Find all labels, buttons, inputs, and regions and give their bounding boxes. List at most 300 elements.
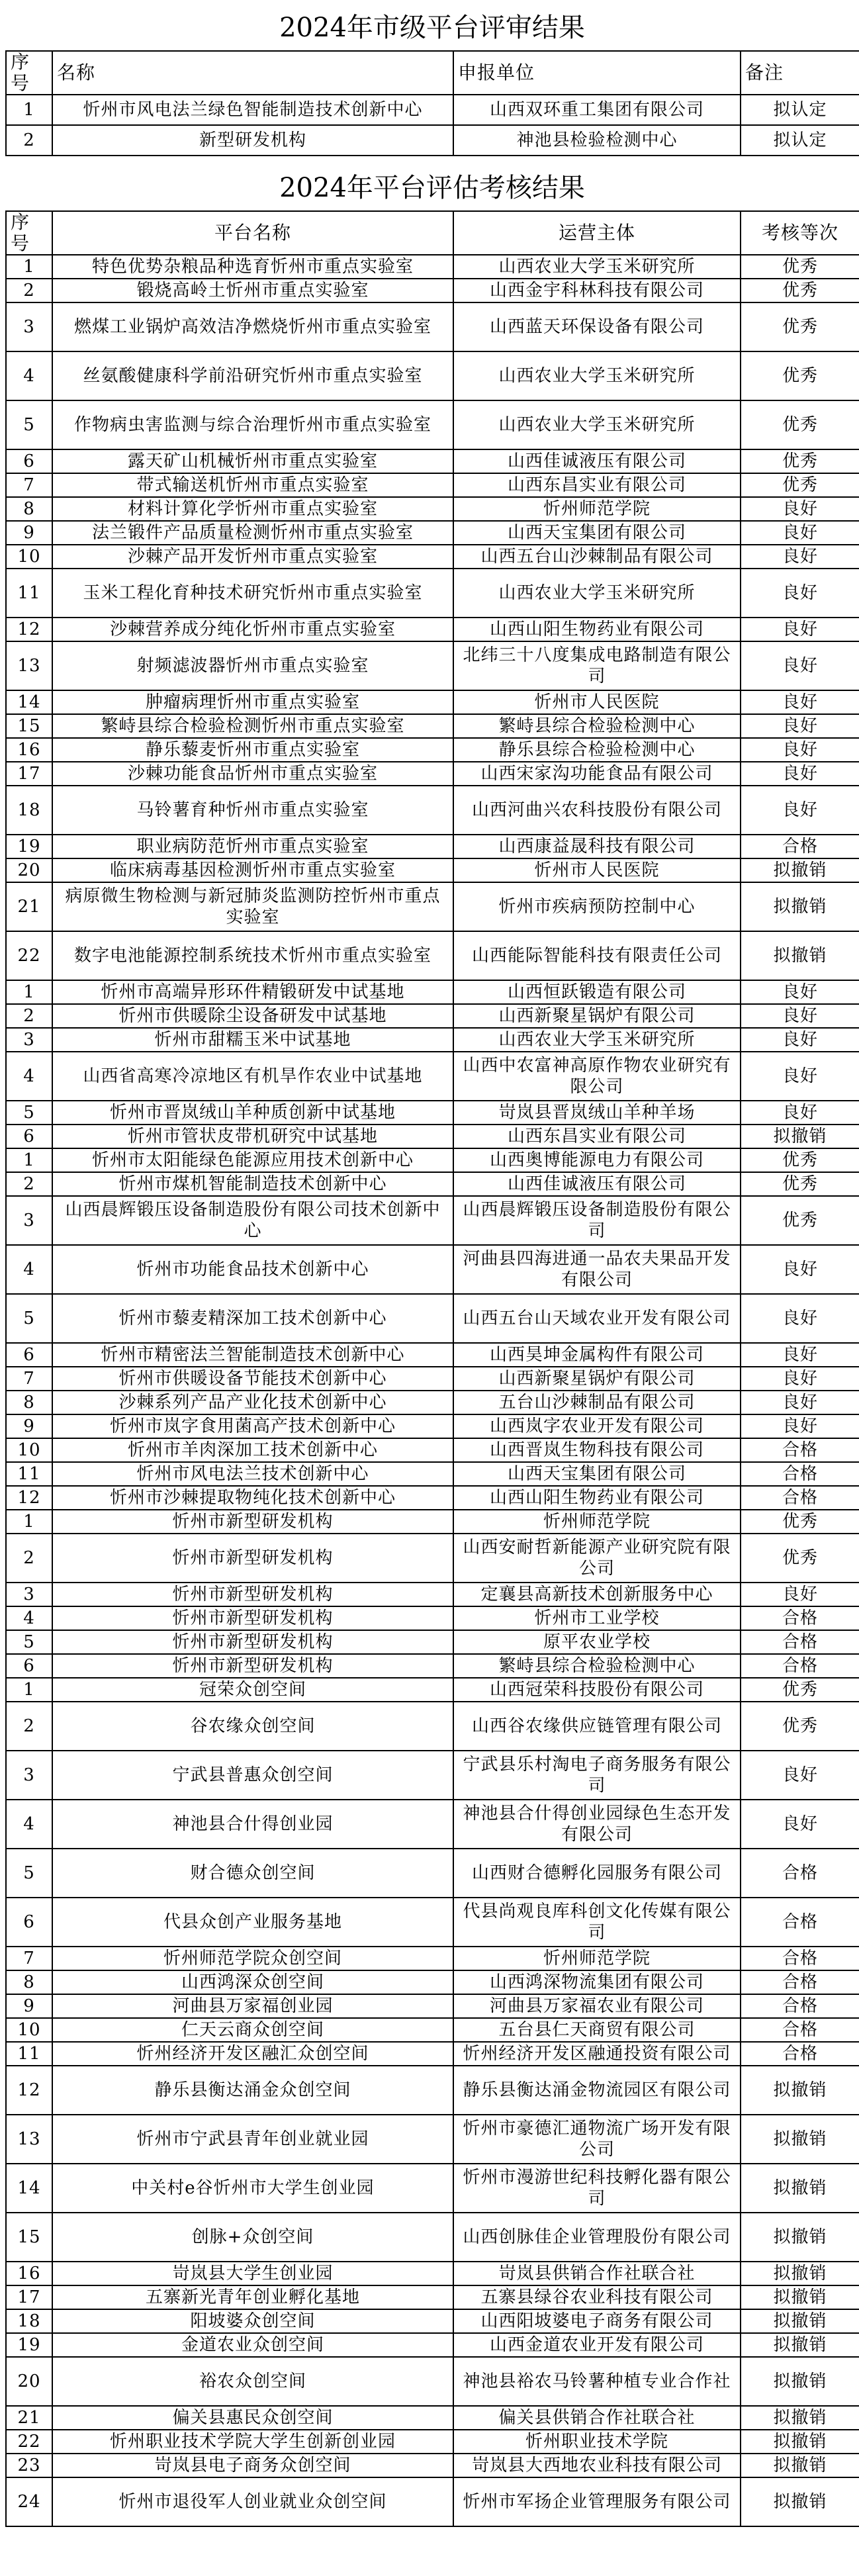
cell-no: 4 [6, 1245, 52, 1294]
cell-name: 新型研发机构 [52, 125, 453, 156]
cell-platform-name: 五寨新光青年创业孵化基地 [52, 2285, 453, 2309]
cell-operator: 繁峙县综合检验检测中心 [453, 714, 741, 738]
table-row [6, 545, 859, 569]
cell-operator: 山西安耐哲新能源产业研究院有限公司 [453, 1534, 741, 1583]
cell-no: 10 [6, 545, 52, 569]
cell-operator: 山西金道农业开发有限公司 [453, 2333, 741, 2357]
cell-grade: 优秀 [741, 1172, 859, 1196]
cell-grade: 拟撤销 [741, 2115, 859, 2164]
cell-platform-name: 丝氨酸健康科学前沿研究忻州市重点实验室 [52, 351, 453, 400]
cell-platform-name: 静乐藜麦忻州市重点实验室 [52, 738, 453, 762]
table-row [6, 521, 859, 545]
cell-platform-name: 繁峙县综合检验检测忻州市重点实验室 [52, 714, 453, 738]
cell-grade: 拟撤销 [741, 2357, 859, 2406]
cell-platform-name: 忻州市新型研发机构 [52, 1534, 453, 1583]
cell-grade: 拟撤销 [741, 931, 859, 980]
cell-no: 5 [6, 400, 52, 449]
cell-grade: 优秀 [741, 1678, 859, 1702]
cell-grade: 良好 [741, 545, 859, 569]
cell-operator: 山西佳诚液压有限公司 [453, 449, 741, 473]
cell-grade: 优秀 [741, 302, 859, 351]
cell-no: 1 [6, 1148, 52, 1172]
cell-grade: 良好 [741, 1800, 859, 1849]
cell-operator: 五台山沙棘制品有限公司 [453, 1391, 741, 1414]
cell-grade: 良好 [741, 1367, 859, 1391]
cell-grade: 拟撤销 [741, 2066, 859, 2115]
header-no: 序号 [6, 51, 52, 95]
cell-grade: 良好 [741, 1343, 859, 1367]
cell-no: 9 [6, 1994, 52, 2018]
cell-platform-name: 忻州市管状皮带机研究中试基地 [52, 1125, 453, 1148]
table-row [6, 1462, 859, 1486]
cell-grade: 拟撤销 [741, 2213, 859, 2262]
cell-operator: 河曲县万家福农业有限公司 [453, 1994, 741, 2018]
table-row [6, 1028, 859, 1052]
cell-platform-name: 沙棘系列产品产业化技术创新中心 [52, 1391, 453, 1414]
cell-operator: 山西天宝集团有限公司 [453, 521, 741, 545]
table2-evaluation-results [5, 210, 859, 2527]
cell-platform-name: 代县众创产业服务基地 [52, 1898, 453, 1947]
table-row [6, 2066, 859, 2115]
cell-operator: 静乐县衡达涌金物流园区有限公司 [453, 2066, 741, 2115]
cell-grade: 拟撤销 [741, 2454, 859, 2477]
table-row [6, 882, 859, 931]
table-row [6, 1898, 859, 1947]
cell-no: 19 [6, 2333, 52, 2357]
cell-operator: 原平农业学校 [453, 1630, 741, 1654]
table-row [6, 1849, 859, 1898]
cell-grade: 合格 [741, 1486, 859, 1510]
cell-no: 2 [6, 125, 52, 156]
table-row [6, 1630, 859, 1654]
cell-platform-name: 中关村e谷忻州市大学生创业园 [52, 2164, 453, 2213]
table-row [6, 1414, 859, 1438]
cell-no: 2 [6, 1534, 52, 1583]
cell-platform-name: 忻州市供暖设备节能技术创新中心 [52, 1367, 453, 1391]
table-row [6, 1606, 859, 1630]
cell-operator: 忻州市人民医院 [453, 858, 741, 882]
table-row [6, 569, 859, 618]
cell-grade: 良好 [741, 521, 859, 545]
cell-no: 17 [6, 2285, 52, 2309]
cell-platform-name: 阳坡婆众创空间 [52, 2309, 453, 2333]
cell-no: 6 [6, 1898, 52, 1947]
table-row [6, 2164, 859, 2213]
table-row [6, 497, 859, 521]
cell-unit: 山西双环重工集团有限公司 [453, 95, 741, 125]
cell-no: 3 [6, 302, 52, 351]
cell-platform-name: 忻州师范学院众创空间 [52, 1947, 453, 1970]
cell-operator: 山西晨辉锻压设备制造股份有限公司 [453, 1196, 741, 1245]
cell-grade: 良好 [741, 714, 859, 738]
cell-no: 10 [6, 2018, 52, 2042]
cell-platform-name: 射频滤波器忻州市重点实验室 [52, 641, 453, 690]
table-row [6, 2454, 859, 2477]
cell-grade: 优秀 [741, 449, 859, 473]
cell-grade: 良好 [741, 1391, 859, 1414]
header-unit: 申报单位 [453, 51, 741, 95]
cell-grade: 拟撤销 [741, 1125, 859, 1148]
table-row [6, 125, 859, 156]
cell-platform-name: 静乐县衡达涌金众创空间 [52, 2066, 453, 2115]
table-row [6, 786, 859, 835]
table-row [6, 1125, 859, 1148]
cell-platform-name: 数字电池能源控制系统技术忻州市重点实验室 [52, 931, 453, 980]
table-row [6, 1367, 859, 1391]
cell-no: 4 [6, 1052, 52, 1101]
table-row [6, 2042, 859, 2066]
cell-operator: 山西宋家沟功能食品有限公司 [453, 762, 741, 786]
table-row [6, 2357, 859, 2406]
cell-grade: 合格 [741, 1654, 859, 1678]
cell-grade: 拟撤销 [741, 2164, 859, 2213]
table-row [6, 473, 859, 497]
cell-operator: 岢岚县供销合作社联合社 [453, 2262, 741, 2285]
cell-grade: 合格 [741, 1898, 859, 1947]
cell-platform-name: 偏关县惠民众创空间 [52, 2406, 453, 2430]
cell-no: 9 [6, 521, 52, 545]
cell-grade: 拟撤销 [741, 882, 859, 931]
cell-grade: 良好 [741, 497, 859, 521]
table-row [6, 690, 859, 714]
cell-platform-name: 忻州市新型研发机构 [52, 1606, 453, 1630]
cell-platform-name: 病原微生物检测与新冠肺炎监测防控忻州市重点实验室 [52, 882, 453, 931]
cell-platform-name: 宁武县普惠众创空间 [52, 1751, 453, 1800]
cell-platform-name: 忻州市甜糯玉米中试基地 [52, 1028, 453, 1052]
cell-grade: 拟撤销 [741, 2430, 859, 2454]
cell-platform-name: 神池县合什得创业园 [52, 1800, 453, 1849]
cell-no: 23 [6, 2454, 52, 2477]
cell-platform-name: 忻州市岚字食用菌高产技术创新中心 [52, 1414, 453, 1438]
cell-grade: 优秀 [741, 351, 859, 400]
cell-operator: 忻州市军扬企业管理服务有限公司 [453, 2477, 741, 2526]
table1-municipal-review [5, 50, 859, 156]
cell-operator: 山西农业大学玉米研究所 [453, 1028, 741, 1052]
cell-note: 拟认定 [741, 95, 859, 125]
table-row [6, 279, 859, 302]
table-row [6, 1148, 859, 1172]
cell-operator: 神池县裕农马铃薯种植专业合作社 [453, 2357, 741, 2406]
cell-unit: 神池县检验检测中心 [453, 125, 741, 156]
cell-platform-name: 忻州市太阳能绿色能源应用技术创新中心 [52, 1148, 453, 1172]
cell-operator: 山西山阳生物药业有限公司 [453, 1486, 741, 1510]
cell-no: 5 [6, 1849, 52, 1898]
cell-operator: 山西阳坡婆电子商务有限公司 [453, 2309, 741, 2333]
table-row [6, 2406, 859, 2430]
cell-platform-name: 露天矿山机械忻州市重点实验室 [52, 449, 453, 473]
cell-operator: 山西奥博能源电力有限公司 [453, 1148, 741, 1172]
cell-operator: 山西山阳生物药业有限公司 [453, 618, 741, 641]
cell-grade: 合格 [741, 2042, 859, 2066]
cell-operator: 忻州经济开发区融通投资有限公司 [453, 2042, 741, 2066]
cell-operator: 山西恒跃锻造有限公司 [453, 980, 741, 1004]
table-row [6, 858, 859, 882]
cell-no: 20 [6, 858, 52, 882]
cell-no: 10 [6, 1438, 52, 1462]
table-row [6, 2333, 859, 2357]
cell-platform-name: 特色优势杂粮品种选育忻州市重点实验室 [52, 255, 453, 279]
table2-title: 2024年平台评估考核结果 [279, 173, 585, 203]
table-row [6, 2430, 859, 2454]
cell-no: 11 [6, 1462, 52, 1486]
cell-operator: 山西新聚星锅炉有限公司 [453, 1004, 741, 1028]
cell-no: 3 [6, 1751, 52, 1800]
table1-title: 2024年市级平台评审结果 [279, 13, 585, 43]
cell-grade: 拟撤销 [741, 2406, 859, 2430]
cell-platform-name: 忻州市宁武县青年创业就业园 [52, 2115, 453, 2164]
cell-grade: 良好 [741, 1004, 859, 1028]
cell-platform-name: 裕农众创空间 [52, 2357, 453, 2406]
cell-grade: 优秀 [741, 1702, 859, 1751]
table-row [6, 2477, 859, 2526]
cell-grade: 良好 [741, 1101, 859, 1125]
cell-operator: 繁峙县综合检验检测中心 [453, 1654, 741, 1678]
cell-grade: 优秀 [741, 400, 859, 449]
cell-operator: 忻州市豪德汇通物流广场开发有限公司 [453, 2115, 741, 2164]
cell-grade: 良好 [741, 980, 859, 1004]
cell-platform-name: 山西晨辉锻压设备制造股份有限公司技术创新中心 [52, 1196, 453, 1245]
table-row [6, 2018, 859, 2042]
cell-operator: 山西农业大学玉米研究所 [453, 351, 741, 400]
table-row [6, 2213, 859, 2262]
table-row [6, 1534, 859, 1583]
cell-grade: 良好 [741, 738, 859, 762]
cell-no: 1 [6, 1510, 52, 1534]
cell-no: 16 [6, 738, 52, 762]
cell-no: 4 [6, 351, 52, 400]
cell-grade: 良好 [741, 762, 859, 786]
cell-no: 2 [6, 279, 52, 302]
cell-no: 8 [6, 1391, 52, 1414]
header-no: 序号 [6, 211, 52, 255]
cell-no: 19 [6, 835, 52, 858]
table-row [6, 738, 859, 762]
cell-operator: 山西东昌实业有限公司 [453, 473, 741, 497]
cell-grade: 良好 [741, 690, 859, 714]
table-row [6, 714, 859, 738]
table-row [6, 302, 859, 351]
table-row [6, 2262, 859, 2285]
cell-grade: 良好 [741, 618, 859, 641]
header-note: 备注 [741, 51, 859, 95]
table-row [6, 618, 859, 641]
cell-operator: 山西新聚星锅炉有限公司 [453, 1367, 741, 1391]
cell-platform-name: 锻烧高岭土忻州市重点实验室 [52, 279, 453, 302]
cell-grade: 良好 [741, 641, 859, 690]
cell-grade: 合格 [741, 1438, 859, 1462]
cell-operator: 忻州师范学院 [453, 497, 741, 521]
table-row [6, 1800, 859, 1849]
table-row [6, 1702, 859, 1751]
cell-grade: 合格 [741, 1849, 859, 1898]
cell-no: 5 [6, 1294, 52, 1343]
cell-name: 忻州市风电法兰绿色智能制造技术创新中心 [52, 95, 453, 125]
cell-no: 20 [6, 2357, 52, 2406]
cell-operator: 山西金宇科林科技有限公司 [453, 279, 741, 302]
cell-no: 8 [6, 1970, 52, 1994]
cell-platform-name: 忻州市退役军人创业就业众创空间 [52, 2477, 453, 2526]
cell-platform-name: 忻州市供暖除尘设备研发中试基地 [52, 1004, 453, 1028]
cell-platform-name: 忻州市新型研发机构 [52, 1630, 453, 1654]
cell-operator: 山西康益晟科技有限公司 [453, 835, 741, 858]
cell-no: 6 [6, 1654, 52, 1678]
cell-no: 1 [6, 1678, 52, 1702]
cell-platform-name: 忻州职业技术学院大学生创新创业园 [52, 2430, 453, 2454]
cell-no: 13 [6, 641, 52, 690]
cell-no: 6 [6, 1343, 52, 1367]
cell-no: 24 [6, 2477, 52, 2526]
cell-grade: 良好 [741, 1751, 859, 1800]
cell-no: 15 [6, 2213, 52, 2262]
cell-no: 22 [6, 2430, 52, 2454]
cell-no: 21 [6, 2406, 52, 2430]
cell-grade: 拟撤销 [741, 858, 859, 882]
cell-operator: 偏关县供销合作社联合社 [453, 2406, 741, 2430]
cell-no: 4 [6, 1606, 52, 1630]
cell-no: 11 [6, 569, 52, 618]
cell-platform-name: 材料计算化学忻州市重点实验室 [52, 497, 453, 521]
cell-grade: 良好 [741, 1245, 859, 1294]
table1-header-row [6, 51, 859, 95]
table-row [6, 1583, 859, 1606]
table-row [6, 1004, 859, 1028]
cell-operator: 山西农业大学玉米研究所 [453, 255, 741, 279]
table-row [6, 980, 859, 1004]
cell-operator: 山西谷农缘供应链管理有限公司 [453, 1702, 741, 1751]
cell-operator: 宁武县乐村淘电子商务服务有限公司 [453, 1751, 741, 1800]
cell-platform-name: 财合德众创空间 [52, 1849, 453, 1898]
cell-platform-name: 忻州市藜麦精深加工技术创新中心 [52, 1294, 453, 1343]
cell-grade: 良好 [741, 1028, 859, 1052]
cell-no: 3 [6, 1583, 52, 1606]
cell-operator: 山西冠荣科技股份有限公司 [453, 1678, 741, 1702]
cell-no: 3 [6, 1028, 52, 1052]
cell-no: 8 [6, 497, 52, 521]
cell-platform-name: 金道农业众创空间 [52, 2333, 453, 2357]
cell-platform-name: 沙棘产品开发忻州市重点实验室 [52, 545, 453, 569]
cell-grade: 合格 [741, 835, 859, 858]
cell-operator: 山西河曲兴农科技股份有限公司 [453, 786, 741, 835]
cell-grade: 优秀 [741, 1534, 859, 1583]
cell-platform-name: 沙棘营养成分纯化忻州市重点实验室 [52, 618, 453, 641]
table2-header-row [6, 211, 859, 255]
cell-grade: 拟撤销 [741, 2333, 859, 2357]
table-row [6, 1486, 859, 1510]
cell-no: 5 [6, 1630, 52, 1654]
table-row [6, 1438, 859, 1462]
cell-grade: 拟撤销 [741, 2262, 859, 2285]
cell-no: 21 [6, 882, 52, 931]
cell-operator: 山西能际智能科技有限责任公司 [453, 931, 741, 980]
cell-grade: 优秀 [741, 255, 859, 279]
table-row [6, 449, 859, 473]
cell-platform-name: 山西省高寒冷凉地区有机旱作农业中试基地 [52, 1052, 453, 1101]
cell-no: 18 [6, 2309, 52, 2333]
cell-no: 12 [6, 618, 52, 641]
table-row [6, 351, 859, 400]
table-row [6, 1052, 859, 1101]
table-row [6, 1654, 859, 1678]
cell-platform-name: 仁天云商众创空间 [52, 2018, 453, 2042]
cell-operator: 山西中农富神高原作物农业研究有限公司 [453, 1052, 741, 1101]
table-row [6, 1751, 859, 1800]
cell-grade: 良好 [741, 1052, 859, 1101]
cell-grade: 良好 [741, 569, 859, 618]
header-name: 名称 [52, 51, 453, 95]
table-row [6, 1172, 859, 1196]
cell-platform-name: 河曲县万家福创业园 [52, 1994, 453, 2018]
cell-operator: 山西昊坤金属构件有限公司 [453, 1343, 741, 1367]
table-row [6, 2285, 859, 2309]
table-row [6, 2309, 859, 2333]
cell-no: 1 [6, 255, 52, 279]
cell-operator: 山西农业大学玉米研究所 [453, 569, 741, 618]
cell-no: 1 [6, 95, 52, 125]
cell-operator: 山西五台山天域农业开发有限公司 [453, 1294, 741, 1343]
table-row [6, 1196, 859, 1245]
cell-grade: 优秀 [741, 473, 859, 497]
cell-operator: 忻州职业技术学院 [453, 2430, 741, 2454]
cell-no: 7 [6, 1367, 52, 1391]
cell-operator: 忻州市疾病预防控制中心 [453, 882, 741, 931]
table-row [6, 641, 859, 690]
cell-platform-name: 忻州市羊肉深加工技术创新中心 [52, 1438, 453, 1462]
cell-no: 6 [6, 449, 52, 473]
cell-grade: 优秀 [741, 279, 859, 302]
table-row [6, 1970, 859, 1994]
cell-no: 9 [6, 1414, 52, 1438]
cell-platform-name: 谷农缘众创空间 [52, 1702, 453, 1751]
cell-no: 4 [6, 1800, 52, 1849]
cell-platform-name: 马铃薯育种忻州市重点实验室 [52, 786, 453, 835]
cell-operator: 忻州师范学院 [453, 1947, 741, 1970]
cell-platform-name: 忻州市新型研发机构 [52, 1510, 453, 1534]
cell-note: 拟认定 [741, 125, 859, 156]
table-row [6, 1294, 859, 1343]
cell-no: 2 [6, 1172, 52, 1196]
cell-platform-name: 忻州市高端异形环件精锻研发中试基地 [52, 980, 453, 1004]
cell-platform-name: 忻州市晋岚绒山羊种质创新中试基地 [52, 1101, 453, 1125]
cell-grade: 良好 [741, 786, 859, 835]
cell-grade: 拟撤销 [741, 2477, 859, 2526]
cell-platform-name: 忻州市功能食品技术创新中心 [52, 1245, 453, 1294]
cell-operator: 山西蓝天环保设备有限公司 [453, 302, 741, 351]
cell-no: 17 [6, 762, 52, 786]
cell-platform-name: 忻州市新型研发机构 [52, 1654, 453, 1678]
header-platform-name: 平台名称 [52, 211, 453, 255]
cell-grade: 合格 [741, 1606, 859, 1630]
cell-operator: 山西农业大学玉米研究所 [453, 400, 741, 449]
table-row [6, 95, 859, 125]
cell-operator: 岢岚县大西地农业科技有限公司 [453, 2454, 741, 2477]
cell-no: 7 [6, 473, 52, 497]
cell-grade: 拟撤销 [741, 2285, 859, 2309]
cell-platform-name: 法兰锻件产品质量检测忻州市重点实验室 [52, 521, 453, 545]
cell-operator: 山西五台山沙棘制品有限公司 [453, 545, 741, 569]
cell-no: 2 [6, 1004, 52, 1028]
cell-no: 11 [6, 2042, 52, 2066]
cell-platform-name: 燃煤工业锅炉高效洁净燃烧忻州市重点实验室 [52, 302, 453, 351]
table-row [6, 400, 859, 449]
cell-operator: 忻州市人民医院 [453, 690, 741, 714]
cell-no: 15 [6, 714, 52, 738]
cell-platform-name: 忻州经济开发区融汇众创空间 [52, 2042, 453, 2066]
cell-no: 16 [6, 2262, 52, 2285]
cell-operator: 代县尚观良库科创文化传媒有限公司 [453, 1898, 741, 1947]
cell-grade: 优秀 [741, 1510, 859, 1534]
cell-operator: 北纬三十八度集成电路制造有限公司 [453, 641, 741, 690]
cell-platform-name: 冠荣众创空间 [52, 1678, 453, 1702]
